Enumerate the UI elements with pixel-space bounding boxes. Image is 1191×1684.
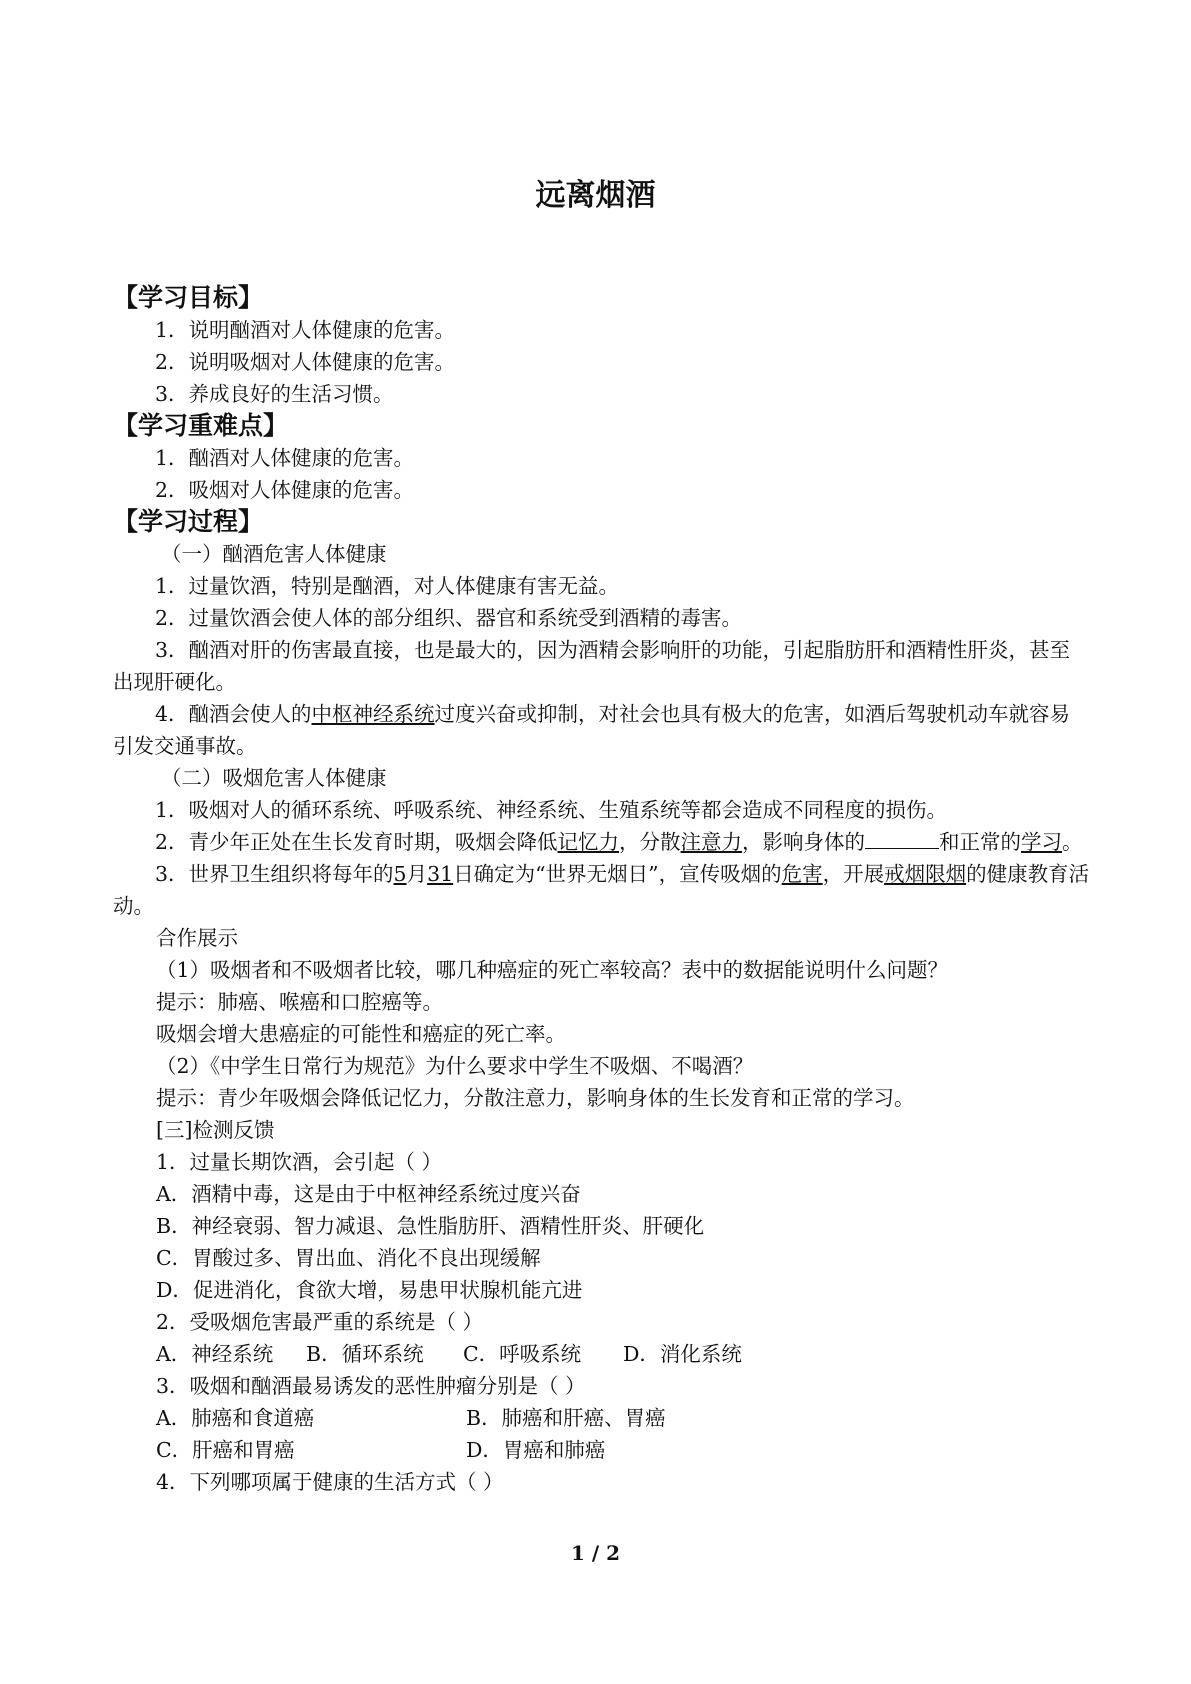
answer-hint: 提示：青少年吸烟会降低记忆力，分散注意力，影响身体的生长发育和正常的学习。 — [156, 1086, 915, 1110]
section-heading-process: 【学习过程】 — [113, 507, 264, 536]
answer-option: D．消化系统 — [623, 1342, 742, 1366]
answer-option: A．神经系统 — [156, 1342, 274, 1366]
answer-option: A．酒精中毒，这是由于中枢神经系统过度兴奋 — [156, 1182, 581, 1206]
option-row — [113, 1402, 1090, 1434]
part2-heading: （二）吸烟危害人体健康 — [161, 766, 387, 790]
answer-option: B．循环系统 — [306, 1342, 424, 1366]
paragraph: 2．过量饮酒会使人体的部分组织、器官和系统受到酒精的毒害。 — [155, 606, 743, 630]
underlined-term: 5 — [393, 862, 407, 886]
answer-option: B．神经衰弱、智力减退、急性脂肪肝、酒精性肝炎、肝硬化 — [156, 1214, 705, 1238]
page-number: 1 / 2 — [570, 1541, 621, 1565]
test-question: 1．过量长期饮酒，会引起（ ） — [156, 1150, 443, 1174]
test-question: 3．吸烟和酗酒最易诱发的恶性肿瘤分别是（ ） — [156, 1374, 586, 1398]
coop-heading: 合作展示 — [156, 926, 238, 950]
answer-option: C．肝癌和胃癌 — [156, 1438, 295, 1462]
test-question: 4．下列哪项属于健康的生活方式（ ） — [156, 1470, 504, 1494]
document-title: 远离烟酒 — [535, 178, 656, 213]
text: ，开展 — [822, 862, 885, 886]
section-heading-goals: 【学习目标】 — [113, 283, 264, 312]
underlined-term: 戒烟限烟 — [884, 862, 967, 886]
answer-option: B．肺癌和肝癌、胃癌 — [466, 1406, 666, 1430]
question: （2）《中学生日常行为规范》为什么要求中学生不吸烟、不喝酒？ — [156, 1054, 754, 1078]
text: 4．酗酒会使人的 — [155, 702, 312, 726]
answer-hint: 提示：肺癌、喉癌和口腔癌等。 — [156, 990, 443, 1014]
text: ，影响身体的 — [742, 830, 866, 854]
text: 过度兴奋或抑制，对社会也具有极大的危害，如酒后驾驶机动车就容易引发交通事故。 — [113, 702, 1071, 758]
underlined-term: 危害 — [781, 862, 823, 886]
underlined-term: 学习 — [1021, 830, 1063, 854]
document-body — [113, 282, 1090, 1498]
underlined-term: 31 — [427, 862, 454, 886]
answer-option: C．胃酸过多、胃出血、消化不良出现缓解 — [156, 1246, 541, 1270]
answer-option: A．肺癌和食道癌 — [156, 1406, 315, 1430]
text: 2．青少年正处在生长发育时期，吸烟会降低 — [155, 830, 558, 854]
key-item: 1．酗酒对人体健康的危害。 — [155, 446, 415, 470]
part1-heading: （一）酗酒危害人体健康 — [161, 542, 387, 566]
text: 。 — [1062, 830, 1083, 854]
text: 日确定为“世界无烟日”，宣传吸烟的 — [453, 862, 782, 886]
answer-option: D．促进消化，食欲大增，易患甲状腺机能亢进 — [156, 1278, 583, 1302]
answer-option: D．胃癌和肺癌 — [466, 1438, 606, 1462]
paragraph: 3．酗酒对肝的伤害最直接，也是最大的，因为酒精会影响肝的功能，引起脂肪肝和酒精性肝炎，甚至出现肝硬化。 — [113, 638, 1071, 694]
text: 月 — [406, 862, 428, 886]
text: 3．世界卫生组织将每年的 — [155, 862, 394, 886]
goal-item: 2．说明吸烟对人体健康的危害。 — [155, 350, 456, 374]
section-heading-key: 【学习重难点】 — [113, 411, 289, 440]
paragraph — [113, 698, 1090, 762]
answer-option: C．呼吸系统 — [463, 1342, 582, 1366]
text: 的健康教育活动。 — [113, 862, 1090, 918]
question: （1）吸烟者和不吸烟者比较，哪几种癌症的死亡率较高？表中的数据能说明什么问题？ — [156, 958, 949, 982]
answer-hint: 吸烟会增大患癌症的可能性和癌症的死亡率。 — [156, 1022, 566, 1046]
text: 和正常的 — [939, 830, 1022, 854]
text: ，分散 — [619, 830, 681, 854]
underlined-term: 注意力 — [680, 830, 743, 854]
test-question: 2．受吸烟危害最严重的系统是（ ） — [156, 1310, 484, 1334]
test-heading: [三]检测反馈 — [156, 1118, 275, 1142]
paragraph — [113, 826, 1090, 858]
goal-item: 1．说明酗酒对人体健康的危害。 — [155, 318, 456, 342]
paragraph — [113, 858, 1090, 922]
paragraph: 1．吸烟对人的循环系统、呼吸系统、神经系统、生殖系统等都会造成不同程度的损伤。 — [155, 798, 948, 822]
goal-item: 3．养成良好的生活习惯。 — [155, 382, 394, 406]
key-item: 2．吸烟对人体健康的危害。 — [155, 478, 415, 502]
option-row — [113, 1434, 1090, 1466]
underlined-term: 记忆力 — [557, 830, 620, 854]
underlined-term: 中枢神经系统 — [311, 702, 435, 726]
option-row — [113, 1338, 1090, 1370]
paragraph: 1．过量饮酒，特别是酗酒，对人体健康有害无益。 — [155, 574, 620, 598]
fill-blank — [865, 828, 939, 849]
